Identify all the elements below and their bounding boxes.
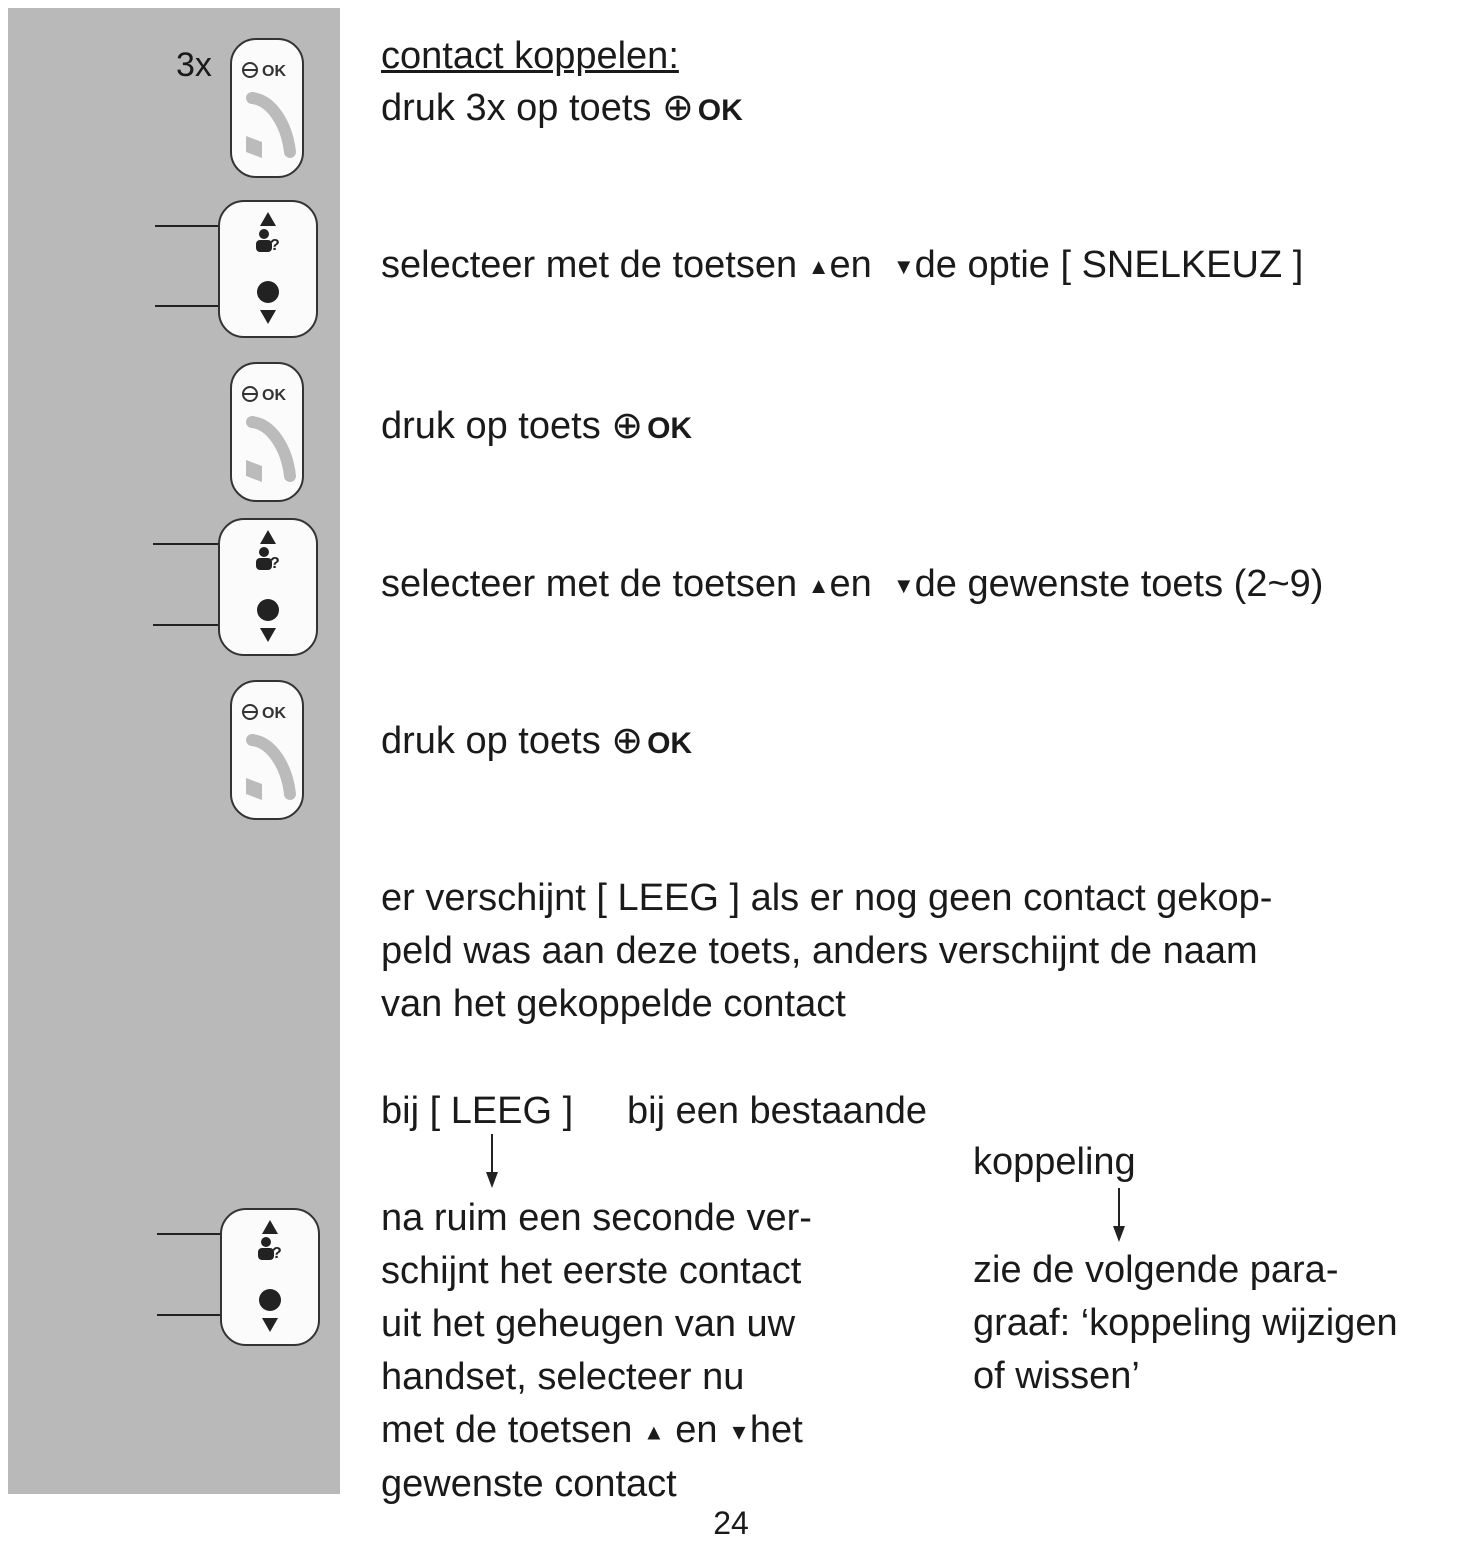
step-3-text: druk op toets	[381, 405, 601, 447]
step-3	[381, 404, 692, 451]
down-arrow-icon	[484, 1134, 500, 1193]
branch-right-line: zie de volgende para-	[973, 1249, 1339, 1291]
info-line: peld was aan deze toets, anders verschijnt de naam	[381, 930, 1258, 972]
nav-up-down-icon	[220, 520, 316, 654]
ok-key-icon: ⊕	[611, 405, 644, 447]
down-triangle-icon: ▼	[728, 1419, 750, 1445]
ok-key-icon: ⊕	[661, 87, 694, 129]
ok-key-label: OK	[262, 387, 286, 404]
step-4-text-a: selecteer met de toetsen	[381, 563, 798, 605]
ok-key-text: OK	[647, 727, 693, 760]
svg-text:?: ?	[272, 1245, 282, 1262]
step-1-text: druk 3x op toets	[381, 87, 652, 129]
page-number: 24	[713, 1505, 749, 1541]
branch-left-line: na ruim een seconde ver-	[381, 1197, 812, 1239]
nav-key-illustration	[218, 200, 318, 338]
ok-key-text: OK	[697, 94, 743, 127]
branch-left-line-part: en	[675, 1409, 718, 1451]
ok-key-illustration	[230, 362, 304, 502]
ok-phone-icon	[232, 364, 302, 500]
branch-right-line: graaf: ‘koppeling wijzigen	[973, 1302, 1398, 1344]
branch-right-label-2: koppeling	[973, 1141, 1136, 1183]
nav-key-illustration	[220, 1208, 320, 1346]
branch-left-line: uit het geheugen van uw	[381, 1303, 796, 1345]
step-1	[381, 86, 743, 133]
ok-key-label: OK	[262, 63, 286, 80]
step-2-text-c: de optie [ SNELKEUZ ]	[914, 244, 1304, 286]
ok-key-icon: ⊕	[611, 720, 644, 762]
branch-left-line-part: met de toetsen	[381, 1409, 633, 1451]
step-2-text-b: en	[829, 244, 872, 286]
svg-text:?: ?	[270, 555, 280, 572]
down-arrow-icon	[1111, 1188, 1127, 1247]
step-2-text-a: selecteer met de toetsen	[381, 244, 798, 286]
branch-left-text	[381, 1192, 812, 1511]
down-triangle-icon: ▼	[892, 572, 915, 598]
step-2	[381, 243, 1303, 289]
branch-left-line: schijnt het eerste contact	[381, 1250, 802, 1292]
repeat-count-label: 3x	[176, 46, 212, 84]
ok-key-illustration	[230, 680, 304, 820]
branch-left-line: gewenste contact	[381, 1463, 677, 1506]
info-line: er verschijnt [ LEEG ] als er nog geen contact gekop-	[381, 877, 1273, 919]
ok-key-text: OK	[647, 412, 693, 445]
up-triangle-icon: ▲	[807, 572, 830, 598]
nav-up-down-icon	[220, 202, 316, 336]
branch-left-line: handset, selecteer nu	[381, 1356, 745, 1398]
down-triangle-icon: ▼	[892, 253, 915, 279]
ok-key-illustration	[230, 38, 304, 178]
nav-key-illustration	[218, 518, 318, 656]
up-triangle-icon: ▲	[807, 253, 830, 279]
step-5	[381, 719, 692, 766]
page-heading: contact koppelen:	[381, 35, 679, 77]
up-triangle-icon: ▲	[642, 1419, 665, 1445]
nav-up-down-icon	[222, 1210, 318, 1344]
info-line: van het gekoppelde contact	[381, 983, 846, 1025]
branch-right-line: of wissen’	[973, 1355, 1140, 1397]
step-4-text-c: de gewenste toets (2~9)	[914, 563, 1324, 605]
step-5-text: druk op toets	[381, 720, 601, 762]
branch-left-line	[381, 1404, 812, 1458]
step-4-text-b: en	[829, 563, 872, 605]
ok-key-label: OK	[262, 705, 286, 722]
svg-text:?: ?	[270, 237, 280, 254]
ok-phone-icon	[232, 682, 302, 818]
branch-left-line-part: het	[749, 1409, 803, 1451]
ok-phone-icon	[232, 40, 302, 176]
branch-right-text	[973, 1244, 1398, 1403]
branch-right-label-1: bij een bestaande	[627, 1090, 928, 1132]
branch-left-label: bij [ LEEG ]	[381, 1090, 574, 1132]
step-4	[381, 562, 1323, 608]
info-paragraph	[381, 872, 1272, 1031]
